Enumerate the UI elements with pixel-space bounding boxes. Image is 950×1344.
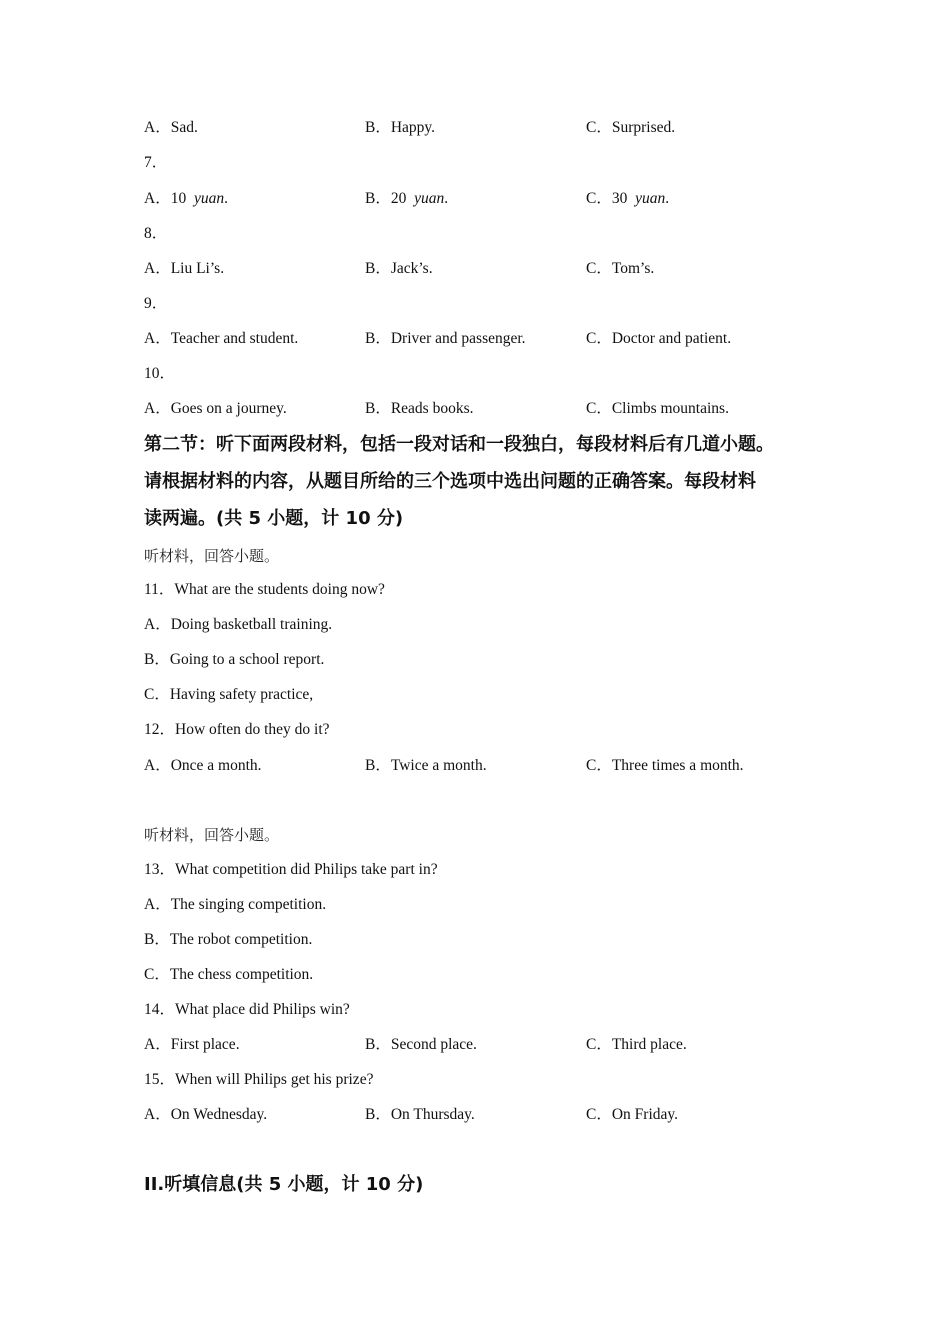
q8-option-a: A．Liu Li’s. — [144, 260, 225, 277]
q12-option-b: B．Twice a month. — [365, 757, 487, 774]
q14-option-c: C．Third place. — [586, 1036, 687, 1053]
q7-number: 7． — [144, 154, 168, 171]
q12-option-a: A．Once a month. — [144, 757, 262, 774]
q6-option-a: A．Sad. — [144, 119, 198, 136]
q10-option-a: A．Goes on a journey. — [144, 400, 287, 417]
q9-option-a: A．Teacher and student. — [144, 330, 299, 347]
q14-question: 14．What place did Philips win? — [144, 1001, 350, 1018]
q8-option-b: B．Jack’s. — [365, 260, 433, 277]
q14-option-b: B．Second place. — [365, 1036, 477, 1053]
q7-option-c — [586, 189, 669, 209]
q12-option-c: C．Three times a month. — [586, 757, 744, 774]
q7-option-a — [144, 189, 228, 209]
section2-heading-line3: 读两遍。(共 5 小题，计 10 分) — [144, 508, 404, 529]
q10-number: 10． — [144, 365, 176, 382]
q15-question: 15．When will Philips get his prize? — [144, 1071, 374, 1088]
q7-option-b — [365, 189, 448, 209]
q15-option-b: B．On Thursday. — [365, 1106, 475, 1123]
q8-number: 8． — [144, 225, 168, 242]
q6-option-b: B．Happy. — [365, 119, 436, 136]
material1-intro: 听材料，回答小题。 — [144, 547, 280, 565]
q14-option-a: A．First place. — [144, 1036, 240, 1053]
q15-option-a: A．On Wednesday. — [144, 1106, 268, 1123]
q8-option-c: C．Tom’s. — [586, 260, 655, 277]
q7-option-a-text: A．10 — [144, 190, 187, 207]
q11-option-a: A．Doing basketball training. — [144, 616, 333, 633]
q7-option-c-text: C．30 — [586, 190, 628, 207]
q10-option-c: C．Climbs mountains. — [586, 400, 729, 417]
q13-option-b: B．The robot competition. — [144, 931, 313, 948]
q6-option-c: C．Surprised. — [586, 119, 676, 136]
q7-option-c-unit: yuan — [635, 190, 666, 207]
q7-option-a-period: . — [224, 190, 228, 207]
material2-intro: 听材料，回答小题。 — [144, 826, 280, 844]
q11-question: 11．What are the students doing now? — [144, 581, 385, 598]
section2-heading-line2: 请根据材料的内容，从题目所给的三个选项中选出问题的正确答案。每段材料 — [144, 471, 756, 492]
q7-option-a-unit: yuan — [193, 190, 225, 207]
q11-option-c: C．Having safety practice, — [144, 686, 314, 703]
q9-option-b: B．Driver and passenger. — [365, 330, 526, 347]
part2-heading: II.听填信息(共 5 小题，计 10 分) — [144, 1174, 424, 1195]
q7-option-c-period: . — [665, 190, 670, 207]
q9-number: 9． — [144, 295, 168, 312]
q13-option-c: C．The chess competition. — [144, 966, 314, 983]
q11-option-b: B．Going to a school report. — [144, 651, 325, 668]
section2-heading-line1: 第二节：听下面两段材料，包括一段对话和一段独白，每段材料后有几道小题。 — [144, 434, 774, 455]
q10-option-b: B．Reads books. — [365, 400, 474, 417]
q15-option-c: C．On Friday. — [586, 1106, 678, 1123]
q12-question: 12．How often do they do it? — [144, 721, 330, 738]
q13-question: 13．What competition did Philips take part in? — [144, 861, 438, 878]
q7-option-b-text: B．20 — [365, 190, 407, 207]
q9-option-c: C．Doctor and patient. — [586, 330, 732, 347]
q7-option-b-unit: yuan — [414, 190, 445, 207]
q13-option-a: A．The singing competition. — [144, 896, 327, 913]
q7-option-b-period: . — [444, 190, 449, 207]
